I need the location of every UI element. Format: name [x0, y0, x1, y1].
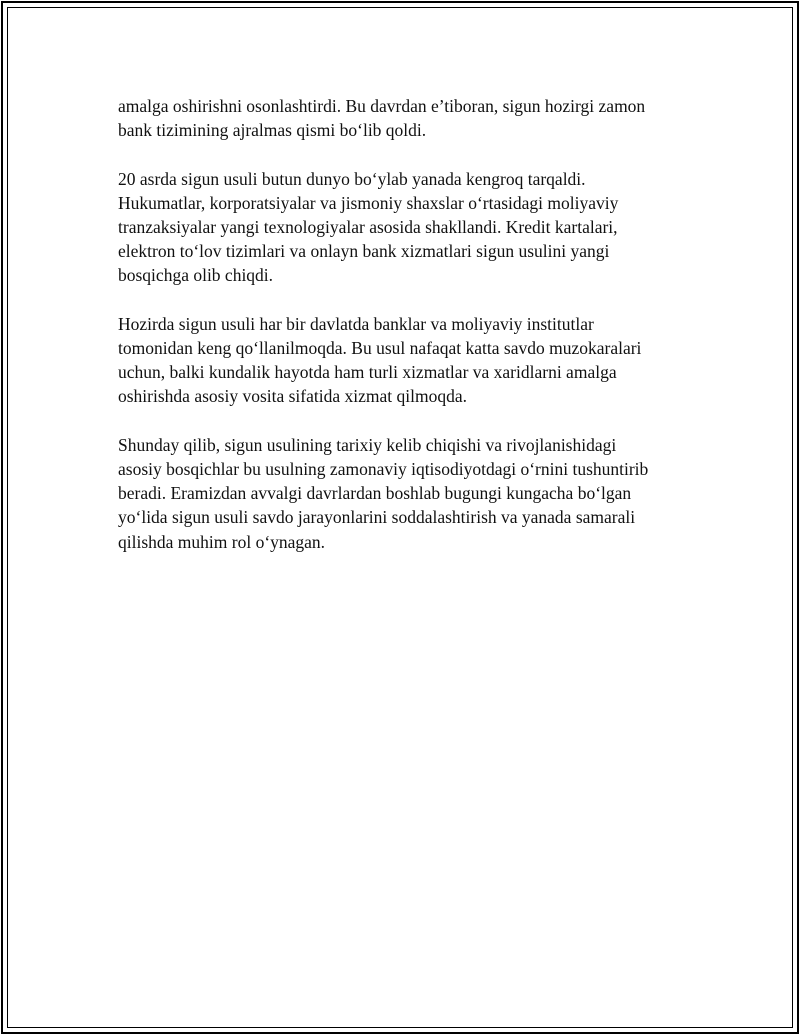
paragraph: Hozirda sigun usuli har bir davlatda banklar va moliyaviy institutlar tomonidan keng qo‘llanilmoqda. Bu usul nafaqat katta savdo muzokaralari uchun, balki kundalik hayotda ham turli xizmatlar va xaridlarni amalga oshirishda asosiy vosita sifatida xizmat qilmoqda.	[118, 313, 642, 407]
paragraph: 20 asrda sigun usuli butun dunyo bo‘ylab yanada kengroq tarqaldi. Hukumatlar, korporatsiyalar va jismoniy shaxslar o‘rtasidagi moliyaviy tranzaksiyalar yangi texnologiyalar asosida shakllandi. Kredit kartalari, elektron to‘lov tizimlari va onlayn bank xizmatlari sigun usulini yangi bosqichga olib chiqdi.	[118, 168, 619, 286]
paragraph: amalga oshirishni osonlashtirdi. Bu davrdan e’tiboran, sigun hozirgi zamon bank tizimining ajralmas qismi bo‘lib qoldi.	[118, 96, 646, 141]
body-text	[118, 94, 698, 578]
paragraph: Shunday qilib, sigun usulining tarixiy kelib chiqishi va rivojlanishidagi asosiy bosqichlar bu usulning zamonaviy iqtisodiyotdagi o‘rnini tushuntirib beradi. Eramizdan avvalgi davrlardan boshlab bugungi kungacha bo‘lgan yo‘lida sigun usuli savdo jarayonlarini soddalashtirish va yanada samarali qilishda muhim rol o‘ynagan.	[118, 434, 649, 552]
